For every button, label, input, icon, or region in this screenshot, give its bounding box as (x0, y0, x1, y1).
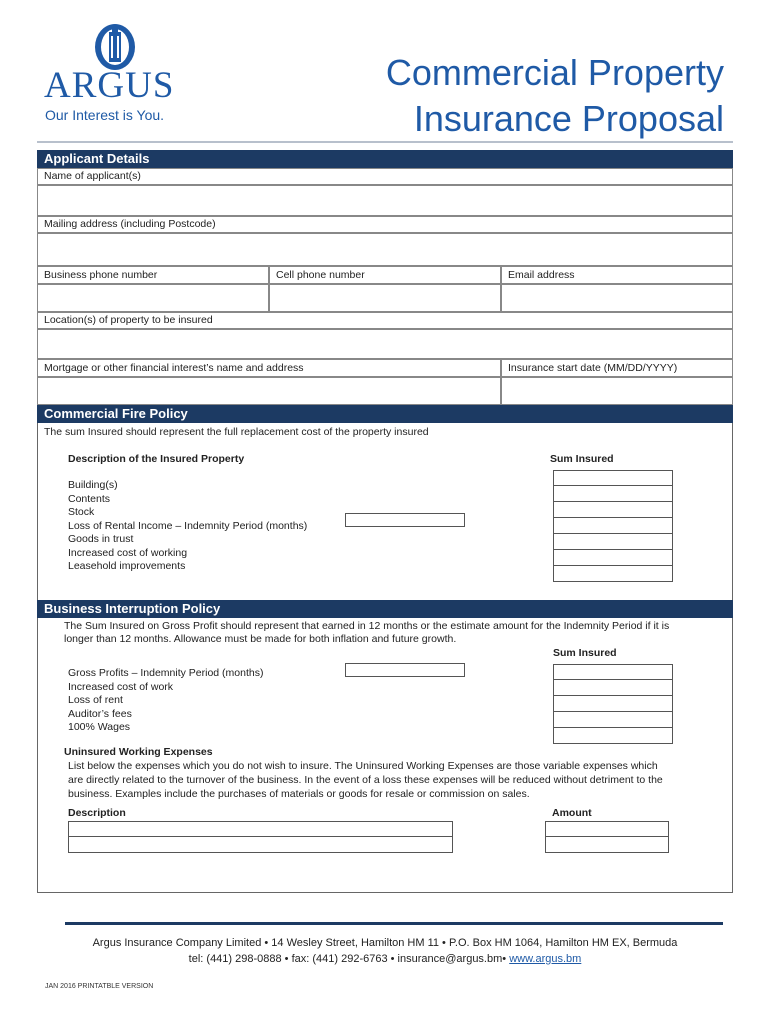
start-date-label: Insurance start date (MM/DD/YYYY) (501, 359, 733, 377)
list-item: Building(s) (68, 479, 118, 491)
uwe-amount-field[interactable] (545, 837, 669, 853)
bi-sum-header: Sum Insured (553, 647, 617, 659)
mortgage-interest-field[interactable] (37, 377, 501, 405)
mortgage-interest-label: Mortgage or other financial interest’s name and address (37, 359, 501, 377)
sum-insured-field[interactable] (553, 664, 673, 680)
fire-description-header: Description of the Insured Property (68, 453, 245, 465)
list-item: Contents (68, 492, 111, 505)
uwe-text-line: List below the expenses which you do not wish to insure. The Uninsured Working Expenses are those variable expenses which (68, 760, 658, 772)
business-phone-field[interactable] (37, 284, 269, 312)
bi-note-line-1: The Sum Insured on Gross Profit should represent that earned in 12 months or the estimate amount for the Indemnity Period if it is (64, 620, 670, 632)
list-item: Leasehold improvements (68, 560, 186, 572)
property-location-label: Location(s) of property to be insured (37, 312, 733, 329)
header-divider (37, 141, 733, 143)
list-item: Auditor’s fees (68, 707, 132, 720)
list-item: Stock (68, 506, 95, 518)
mailing-address-label: Mailing address (including Postcode) (37, 216, 733, 233)
fire-sum-insured-column (553, 470, 673, 582)
sum-insured-field[interactable] (553, 550, 673, 566)
fire-note: The sum Insured should represent the full replacement cost of the property insured (44, 426, 429, 438)
applicant-section-header: Applicant Details (37, 150, 733, 168)
footer-contact (0, 953, 770, 965)
uwe-text (68, 759, 663, 801)
mailing-address-field[interactable] (37, 233, 733, 266)
list-item: Goods in trust (68, 533, 134, 545)
sum-insured-field[interactable] (553, 534, 673, 550)
sum-insured-field[interactable] (553, 486, 673, 502)
logo-tagline: Our Interest is You. (45, 107, 165, 123)
fire-sum-header: Sum Insured (550, 453, 614, 465)
bi-section-header: Business Interruption Policy (37, 600, 733, 618)
uwe-heading: Uninsured Working Expenses (64, 746, 213, 758)
list-item: Gross Profits – Indemnity Period (months) (68, 667, 264, 679)
footer-address: Argus Insurance Company Limited • 14 Wesley Street, Hamilton HM 11 • P.O. Box HM 1064, Hamilton HM EX, Bermuda (92, 937, 678, 949)
fire-section-header: Commercial Fire Policy (37, 405, 733, 423)
sum-insured-field[interactable] (553, 680, 673, 696)
fire-items-list (68, 479, 307, 574)
uwe-amount-field[interactable] (545, 821, 669, 837)
applicant-name-label: Name of applicant(s) (37, 168, 733, 185)
bi-items-list (68, 667, 264, 735)
uwe-description-header: Description (68, 807, 126, 819)
uwe-text-line: are directly related to the turnover of the business. In the event of a loss these expenses will be reduced without detriment to the (68, 774, 663, 786)
email-field[interactable] (501, 284, 733, 312)
applicant-name-field[interactable] (37, 185, 733, 216)
list-item: 100% Wages (68, 721, 131, 733)
page-title (386, 50, 724, 142)
uwe-description-field[interactable] (68, 837, 453, 853)
bi-sum-insured-column (553, 664, 673, 744)
list-item: Increased cost of work (68, 680, 174, 693)
gross-profit-indemnity-months-field[interactable] (345, 663, 465, 677)
website-link[interactable]: www.argus.bm (509, 953, 582, 965)
sum-insured-field[interactable] (553, 696, 673, 712)
uwe-description-field[interactable] (68, 821, 453, 837)
email-label: Email address (501, 266, 733, 284)
property-location-field[interactable] (37, 329, 733, 359)
sum-insured-field[interactable] (553, 470, 673, 486)
cell-phone-field[interactable] (269, 284, 501, 312)
logo-wordmark: ARGUS (44, 65, 175, 106)
uwe-amount-column (545, 821, 669, 853)
start-date-field[interactable] (501, 377, 733, 405)
sum-insured-field[interactable] (553, 566, 673, 582)
list-item: Loss of Rental Income – Indemnity Period (months) (68, 519, 308, 532)
footer-divider (65, 922, 723, 925)
sum-insured-field[interactable] (553, 502, 673, 518)
sum-insured-field[interactable] (553, 518, 673, 534)
list-item: Loss of rent (68, 694, 123, 706)
uwe-amount-header: Amount (552, 807, 592, 819)
title-line-2: Insurance Proposal (413, 98, 724, 139)
uwe-description-column (68, 821, 453, 853)
rental-indemnity-months-field[interactable] (345, 513, 465, 527)
bi-note-line-2: longer than 12 months. Allowance must be made for both inflation and future growth. (64, 633, 457, 645)
business-phone-label: Business phone number (37, 266, 269, 284)
sum-insured-field[interactable] (553, 728, 673, 744)
sum-insured-field[interactable] (553, 712, 673, 728)
list-item: Increased cost of working (68, 546, 188, 559)
cell-phone-label: Cell phone number (269, 266, 501, 284)
footer-contact-text: tel: (441) 298-0888 • fax: (441) 292-6763 • insurance@argus.bm• (188, 953, 510, 965)
title-line-1: Commercial Property (385, 52, 724, 93)
version-note: JAN 2016 PRINTATBLE VERSION (45, 983, 154, 990)
uwe-text-line: business. Examples include the purchases of materials or goods for resale or commission on sales. (68, 788, 530, 800)
